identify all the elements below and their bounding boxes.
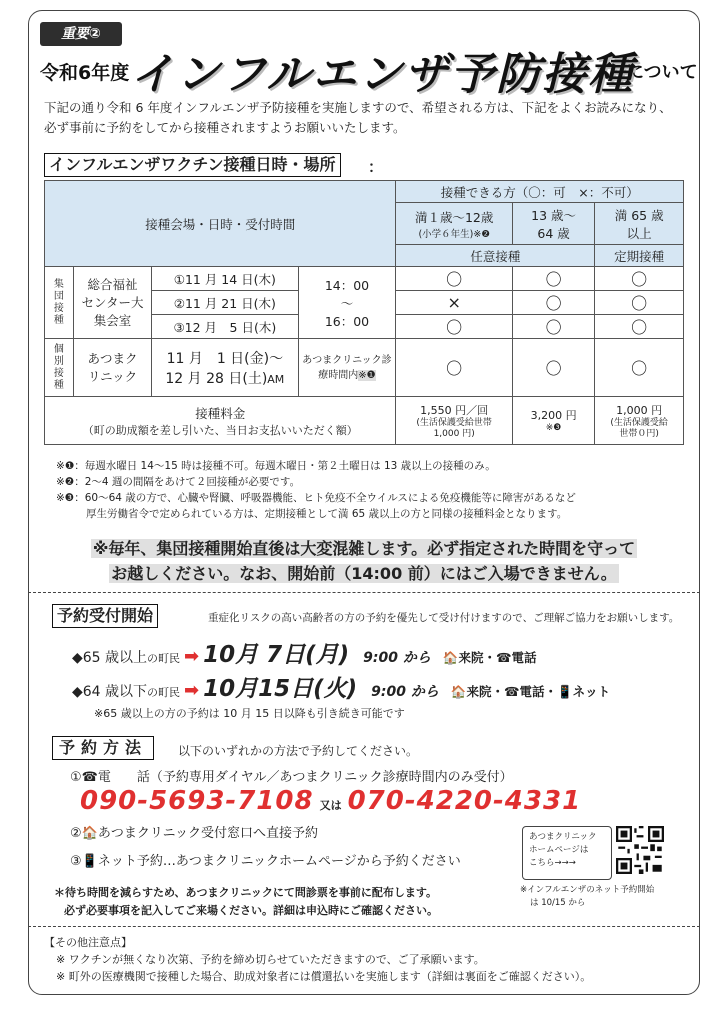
- fee-label: 接種料金 （町の助成額を差し引いた、当日お支払いいただく額）: [45, 397, 396, 445]
- schedule-section-title: インフルエンザワクチン接種日時・場所: [44, 153, 341, 177]
- fee-senior: 1,000 円 (生活保護受給 世帯０円): [595, 397, 684, 445]
- phone-numbers: 090-5693-7108 又は 070-4220-4331: [80, 786, 582, 816]
- reservation-row-65: ◆65 歳以上の町民 ➡ 10月 7日(月) 9:00 から 🏠来院・☎電話: [72, 636, 537, 669]
- reservation-methods: 🏠来院・☎電話・📱ネット: [450, 684, 611, 699]
- reservation-start-title: 予約受付開始: [52, 604, 158, 628]
- reservation-method-title: 予約方法: [52, 736, 154, 760]
- schedule-colon: ：: [368, 158, 384, 176]
- fee-adult: 3,200 円 ※❸: [512, 397, 594, 445]
- mark: 〇: [512, 339, 594, 397]
- age-group-senior: 満 65 歳 以上: [595, 203, 684, 245]
- title-prefix: 令和6年度: [40, 62, 130, 84]
- direct-reservation: ②🏠あつまクリニック受付窓口へ直接予約: [70, 826, 319, 841]
- title-suffix: について: [626, 62, 698, 83]
- phone-line: ①☎電 話（予約専用ダイヤル／あつまクリニック診療時間内のみ受付）: [70, 770, 513, 785]
- questionnaire-note: ＊待ち時間を減らすため、あつまクリニックにて問診票を事前に配布します。 必ず必要事項を記入してご来場ください。詳細は申込時にご確認ください。: [54, 886, 438, 917]
- intro-text: 下記の通り令和 6 年度インフルエンザ予防接種を実施しますので、希望される方は、下記をよくお読みになり、必ず事前に予約をしてから接種されますようお願いいたします。: [44, 100, 672, 135]
- phone-number-2[interactable]: 070-4220-4331: [347, 786, 582, 816]
- mark: 〇: [512, 315, 594, 339]
- schedule-table: [44, 180, 684, 445]
- voluntary-label: 任意接種: [396, 245, 595, 267]
- venue-header: 接種会場・日時・受付時間: [45, 181, 396, 267]
- qr-note: ※インフルエンザのネット予約開始 は 10/15 から: [520, 885, 655, 908]
- mark: 〇: [595, 267, 684, 291]
- mark: ×: [396, 291, 512, 315]
- note-1: ※❶：毎週水曜日 14～15 時は接種不可。毎週木曜日・第２土曜日は 13 歳以上の接種のみ。: [56, 460, 496, 472]
- reservation-methods: 🏠来院・☎電話: [442, 650, 537, 665]
- note-2: ※❷：2～4 週の間隔をあけて２回接種が必要です。: [56, 476, 301, 488]
- note-3: ※❸：60～64 歳の方で、心臓や腎臓、呼吸器機能、ヒト免疫不全ウイルスによる免疫機能等に障害があるなど: [56, 492, 576, 504]
- mark: 〇: [396, 315, 512, 339]
- note-3-cont: 厚生労働省令で定められている方は、定期接種として満 65 歳以上の方と同様の接種料金となります。: [86, 508, 568, 520]
- mark: 〇: [512, 291, 594, 315]
- reservation-footnote: ※65 歳以上の方の予約は 10 月 15 日以降も引き続き可能です: [94, 707, 405, 720]
- mark: 〇: [595, 291, 684, 315]
- routine-label: 定期接種: [595, 245, 684, 267]
- other-note-1: ※ ワクチンが無くなり次第、予約を締め切らせていただきますので、ご了承願います。: [56, 953, 485, 966]
- individual-time: あつまクリニック診 療時間内※❶: [298, 339, 396, 397]
- schedule-notes: [56, 458, 686, 522]
- phone-number-1[interactable]: 090-5693-7108: [80, 786, 314, 816]
- group-venue: 総合福祉センター大集会室: [73, 267, 151, 339]
- reservation-date: 10月15日(火): [203, 676, 358, 702]
- crowding-warning: ※毎年、集団接種開始直後は大変混雑します。必ず指定された時間を守って お越しください。なお、開始前（14:00 前）にはご入場できません。: [92, 539, 636, 583]
- group-time: 14：00 ～ 16：00: [298, 267, 396, 339]
- fee-child: 1,550 円／回 (生活保護受給世帯 1,000 円): [396, 397, 512, 445]
- other-title: 【その他注意点】: [44, 936, 132, 949]
- eligible-header: 接種できる方（〇：可 ×：不可）: [396, 181, 684, 203]
- reservation-time: 9:00 から: [371, 684, 439, 700]
- reservation-start-note: 重症化リスクの高い高齢者の方の予約を優先して受け付けますので、ご理解ご協力をお願いします。: [208, 612, 680, 624]
- mark: 〇: [396, 339, 512, 397]
- importance-tag: 重要②: [40, 22, 122, 46]
- divider: [28, 926, 700, 927]
- age-group-adult: 13 歳～ 64 歳: [512, 203, 594, 245]
- group-date-2: ②11 月 21 日(木): [152, 291, 298, 315]
- mark: 〇: [512, 267, 594, 291]
- individual-label: 個別接種: [45, 339, 74, 397]
- age-group-child: 満１歳～12歳 (小学６年生)※❷: [396, 203, 512, 245]
- individual-venue: あつまクリニック: [73, 339, 151, 397]
- reservation-date: 10月 7日(月): [203, 642, 350, 668]
- reservation-row-64: ◆64 歳以下の町民 ➡ 10月15日(火) 9:00 から 🏠来院・☎電話・📱ネット: [72, 670, 610, 703]
- group-label: 集団接種: [45, 267, 74, 339]
- individual-dates: 11 月 1 日(金)～ 12 月 28 日(土)AM: [152, 339, 298, 397]
- group-date-1: ①11 月 14 日(木): [152, 267, 298, 291]
- mark: 〇: [595, 339, 684, 397]
- page-title: インフルエンザ予防接種: [130, 49, 635, 100]
- mark: 〇: [595, 315, 684, 339]
- reservation-method-note: 以下のいずれかの方法で予約してください。: [178, 744, 419, 758]
- qr-code-icon[interactable]: [616, 826, 664, 874]
- reservation-time: 9:00 から: [363, 650, 431, 666]
- mark: 〇: [396, 267, 512, 291]
- other-notes: [44, 934, 684, 985]
- homepage-callout: あつまクリニック ホームページは こちら→→→: [522, 826, 612, 880]
- net-reservation: ③📱ネット予約…あつまクリニックホームページから予約ください: [70, 854, 461, 869]
- arrow-icon: ➡: [184, 646, 200, 667]
- divider: [28, 592, 700, 593]
- group-date-3: ③12 月 5 日(木): [152, 315, 298, 339]
- other-note-2: ※ 町外の医療機関で接種した場合、助成対象者には償還払いを実施します（詳細は裏面をご確認ください）。: [56, 970, 592, 983]
- arrow-icon: ➡: [184, 680, 200, 701]
